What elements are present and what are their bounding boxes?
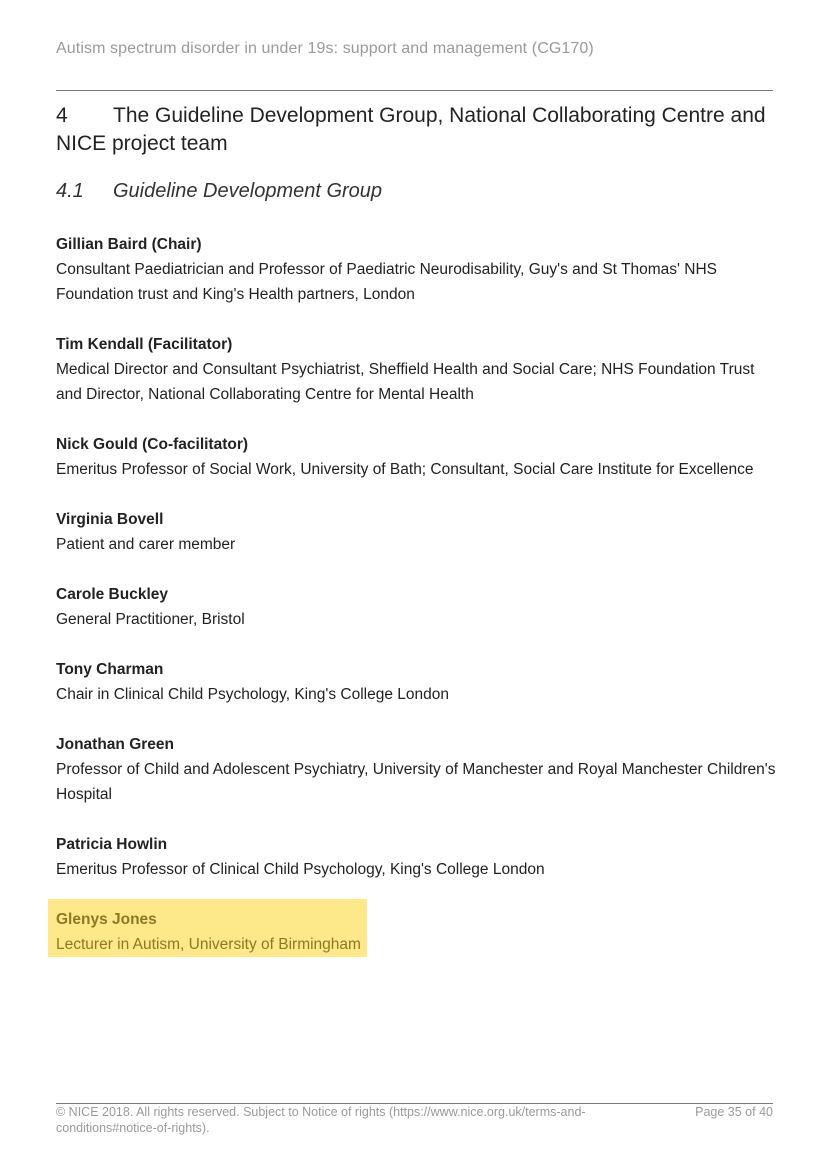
member-entry (56, 582, 776, 632)
member-name: Jonathan Green (56, 736, 174, 753)
member-name: Tim Kendall (Facilitator) (56, 336, 233, 353)
member-entry (56, 332, 776, 407)
section-title: The Guideline Development Group, National Collaborating Centre and NICE project team (56, 104, 766, 155)
member-role: Emeritus Professor of Clinical Child Psychology, King's College London (56, 861, 545, 878)
section-number: 4 (56, 104, 68, 127)
member-role: Consultant Paediatrician and Professor of Paediatric Neurodisability, Guy's and St Thomas' NHS Foundation trust and King's Health partners, London (56, 261, 717, 303)
member-name: Tony Charman (56, 661, 164, 678)
member-entry (56, 232, 776, 307)
member-role: General Practitioner, Bristol (56, 611, 245, 628)
member-role: Lecturer in Autism, University of Birmingham (56, 936, 361, 953)
subsection-title: Guideline Development Group (113, 180, 383, 202)
footer-copyright: © NICE 2018. All rights reserved. Subject to Notice of rights (https://www.nice.org.uk/terms-and-conditions#notice-of-rights). (56, 1105, 586, 1135)
member-name: Carole Buckley (56, 586, 168, 603)
member-entry (56, 832, 776, 882)
subsection-heading (56, 180, 382, 203)
running-header: Autism spectrum disorder in under 19s: support and management (CG170) (56, 40, 594, 57)
member-name: Gillian Baird (Chair) (56, 236, 202, 253)
member-role: Chair in Clinical Child Psychology, King's College London (56, 686, 449, 703)
member-name: Virginia Bovell (56, 511, 164, 528)
member-entry (56, 507, 776, 557)
header-divider (56, 90, 773, 91)
footer-page-number: Page 35 of 40 (695, 1105, 773, 1119)
member-name: Patricia Howlin (56, 836, 168, 853)
member-role: Professor of Child and Adolescent Psychiatry, University of Manchester and Royal Manchester Children's Hospital (56, 761, 776, 803)
section-heading (56, 102, 776, 158)
member-list (56, 232, 776, 990)
member-role: Patient and carer member (56, 536, 236, 553)
member-role: Medical Director and Consultant Psychiatrist, Sheffield Health and Social Care; NHS Foundation Trust and Director, National Collaborating Centre for Mental Health (56, 361, 755, 403)
member-name: Nick Gould (Co-facilitator) (56, 436, 249, 453)
member-entry (56, 657, 776, 707)
member-entry (56, 732, 776, 807)
highlighted-member-entry (48, 899, 367, 957)
member-name: Glenys Jones (56, 911, 157, 928)
member-entry (56, 432, 776, 482)
member-role: Emeritus Professor of Social Work, University of Bath; Consultant, Social Care Institute for Excellence (56, 461, 754, 478)
subsection-number: 4.1 (56, 180, 84, 202)
